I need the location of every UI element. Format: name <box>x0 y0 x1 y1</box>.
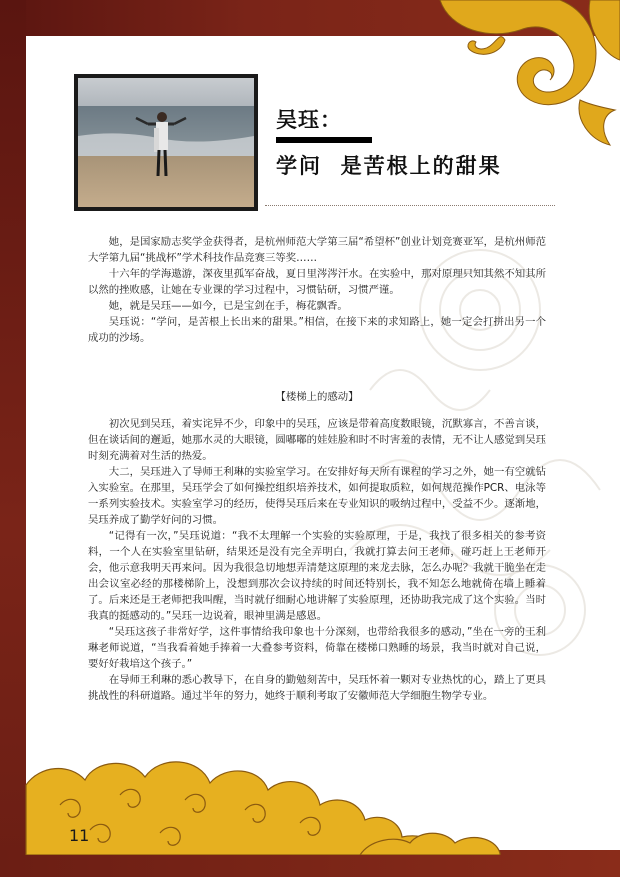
gold-scroll-ornament <box>410 0 620 150</box>
story-paragraph: 初次见到吴珏，着实诧异不少，印象中的吴珏，应该是带着高度数眼镜，沉默寡言，不善言谈，但在谈话间的邂逅，她那水灵的大眼镜，圆嘟嘟的娃娃脸和时不时害羞的表情，无不让人感觉到吴珏时刻充满着对生活的热爱。 <box>88 418 546 462</box>
article-title: 学问 是苦根上的甜果 <box>276 154 502 178</box>
section-heading: 【楼梯上的感动】 <box>275 391 359 403</box>
story-paragraph: “吴珏这孩子非常好学，这件事情给我印象也十分深刻，也带给我很多的感动，”坐在一旁的王利琳老师说道，“当我看着她手捧着一大叠参考资料，倚靠在楼梯口熟睡的场景，我当时就对自己说，要好好栽培这个孩子。” <box>88 626 546 670</box>
title-underline-bar <box>276 137 372 143</box>
intro-section <box>88 234 546 346</box>
intro-paragraph: 十六年的学海遨游，深夜里孤军奋战，夏日里涔涔汗水。在实验中，那对原理只知其然不知其所以然的挫败感，让她在专业课的学习过程中，习惯钻研，习惯严谨。 <box>88 268 546 296</box>
beach-photo-image <box>78 78 254 207</box>
story-section <box>88 416 546 704</box>
gold-cloud-border <box>0 745 620 855</box>
intro-paragraph: 她，就是吴珏——如今，已是宝剑在手，梅花飘香。 <box>108 300 348 312</box>
story-paragraph: 在导师王利琳的悉心教导下，在自身的勤勉刻苦中，吴珏怀着一颗对专业热忱的心，踏上了更具挑战性的科研道路。通过半年的努力，她终于顺利考取了安徽师范大学细胞生物学专业。 <box>88 674 546 702</box>
intro-paragraph: 她，是国家励志奖学金获得者，是杭州师范大学第三届“希望杯”创业计划竞赛亚军，是杭州师范大学第九届“挑战杯”学术科技作品竞赛三等奖…… <box>88 236 546 264</box>
portrait-photo <box>74 74 258 211</box>
story-paragraph: 大二，吴珏进入了导师王利琳的实验室学习。在安排好每天所有课程的学习之外，她一有空就钻入实验室。在那里，吴珏学会了如何操控组织培养技术，如何提取质粒，如何规范操作PCR、电泳等一系列实验技术。实验室学习的经历，使得吴珏后来在专业知识的吸纳过程中，受益不少。逐渐地，吴珏养成了勤学好问的习惯。 <box>88 466 546 526</box>
title-dotted-divider <box>265 205 555 206</box>
page-number: 11 <box>69 826 90 845</box>
intro-paragraph: 吴珏说：“学问，是苦根上长出来的甜果。”相信，在接下来的求知路上，她一定会打拼出另一个成功的沙场。 <box>88 316 546 344</box>
story-paragraph: “记得有一次，”吴珏说道：“我不太理解一个实验的实验原理，于是，我找了很多相关的参考资料，一个人在实验室里钻研，结果还是没有完全弄明白，我就打算去问王老师，碰巧赶上王老师开会，他示意我明天再来问。因为我很急切地想弄清楚这原理的来龙去脉，怎么办呢？我就干脆坐在走出会议室必经的那楼梯阶上，没想到那次会议持续的时间还特别长，我不知怎么地就倚在墙上睡着了。后来还是王老师把我叫醒，当时就仔细耐心地讲解了实验原理，还协助我完成了这个实验。当时我真的挺感动的。”吴珏一边说着，眼神里满是感恩。 <box>88 530 546 622</box>
article-subject-name: 吴珏： <box>276 108 342 132</box>
